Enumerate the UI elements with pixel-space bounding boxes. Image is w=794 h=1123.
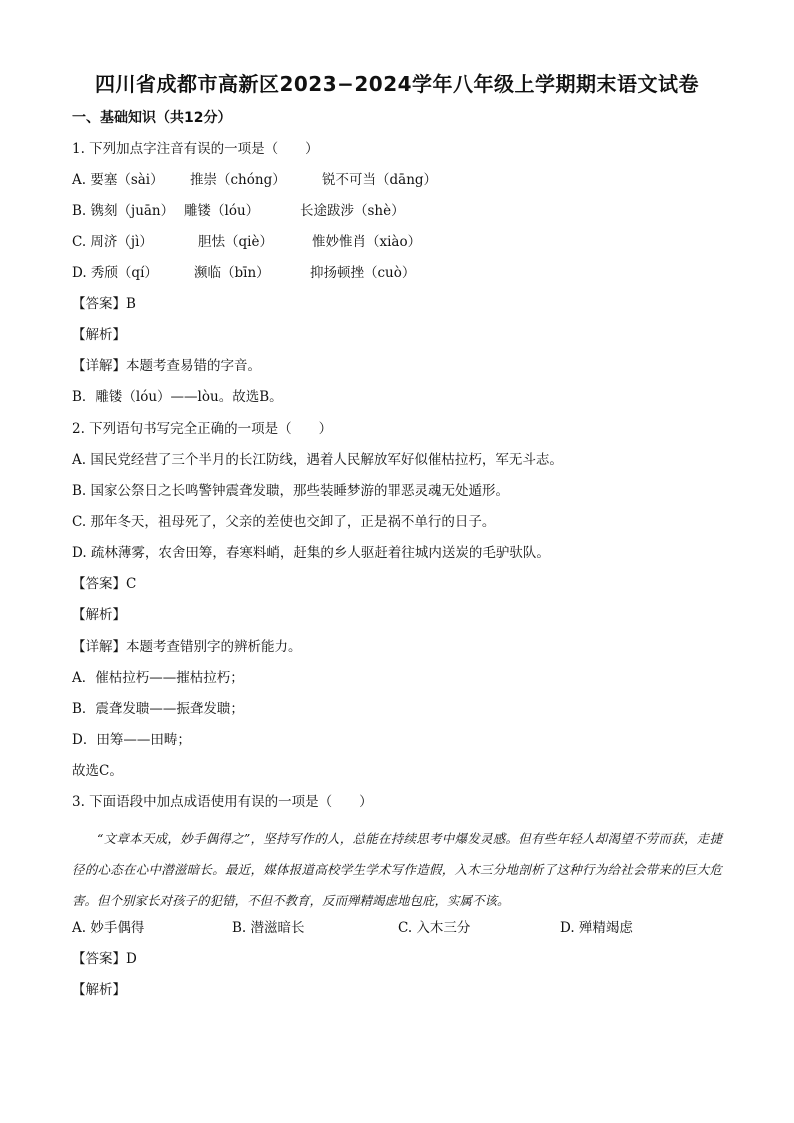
q1-detail: 【详解】本题考查易错的字音。 [72, 358, 261, 374]
q1-d-2: 濒临（bīn） [194, 265, 270, 281]
q1-option-a [72, 170, 722, 190]
q1-d-1: D. 秀颀（qí） [72, 265, 158, 281]
q1-a-2: 推崇（chóng） [190, 172, 286, 188]
q2-detail: 【详解】本题考查错别字的辨析能力。 [72, 639, 302, 655]
q1-b-2: 雕镂（lóu） [184, 203, 260, 219]
section-heading: 一、基础知识（共12分） [72, 110, 232, 126]
q1-c-1: C. 周济（jì） [72, 234, 153, 250]
q3-answer: 【答案】D [72, 951, 137, 967]
q1-option-b [72, 201, 722, 221]
q1-b-3: 长途跋涉（shè） [300, 203, 405, 219]
q1-c-3: 惟妙惟肖（xiào） [312, 234, 422, 250]
q3-passage: “文章本天成，妙手偶得之”，坚持写作的人，总能在持续思考中爆发灵感。但有些年轻人却渴望不劳而获，走捷径的心态在心中潜滋暗长。最近，媒体报道高校学生学术写作造假，入木三分地剖析了这种行为给社会带来的巨大危害。但个别家长对孩子的犯错，不但不教育，反而殚精竭虑地包庇，实属不该。 [72, 831, 722, 908]
q2-explain-d: D．田筹——田畴； [72, 732, 191, 748]
q3-option-b: B. 潜滋暗长 [232, 920, 305, 936]
q1-answer: 【答案】B [72, 296, 136, 312]
q1-d-3: 抑扬顿挫（cuò） [310, 265, 416, 281]
q1-c-2: 胆怯（qiè） [198, 234, 273, 250]
q3-stem: 3. 下面语段中加点成语使用有误的一项是（ ） [72, 794, 373, 810]
q2-explain-a: A．催枯拉朽——摧枯拉朽； [72, 670, 244, 686]
q2-option-c: C. 那年冬天，祖母死了，父亲的差使也交卸了，正是祸不单行的日子。 [72, 514, 496, 530]
q2-conclusion: 故选C。 [72, 763, 123, 779]
q2-explain-b: B．震聋发聩——振聋发聩； [72, 701, 244, 717]
q3-options [72, 918, 722, 938]
q3-option-a: A. 妙手偶得 [72, 920, 145, 936]
q1-explain: B．雕镂（lóu）——lòu。故选B。 [72, 389, 283, 405]
q2-option-b: B. 国家公祭日之长鸣警钟震聋发聩，那些装睡梦游的罪恶灵魂无处遁形。 [72, 483, 510, 499]
q2-option-d: D. 疏林薄雾，农舍田筹，春寒料峭，赶集的乡人驱赶着往城内送炭的毛驴驮队。 [72, 545, 550, 561]
q1-analysis: 【解析】 [72, 327, 126, 343]
q2-analysis: 【解析】 [72, 607, 126, 623]
q1-a-3: 锐不可当（dāng） [322, 172, 438, 188]
page-title: 四川省成都市高新区2023−2024学年八年级上学期期末语文试卷 [94, 72, 700, 96]
q3-option-c: C. 入木三分 [398, 920, 471, 936]
q1-option-c [72, 232, 722, 252]
q3-option-d: D. 殚精竭虑 [560, 920, 633, 936]
q1-stem: 1. 下列加点字注音有误的一项是（ ） [72, 141, 319, 157]
q2-answer: 【答案】C [72, 576, 137, 592]
q1-option-d [72, 263, 722, 283]
q2-option-a: A. 国民党经营了三个半月的长江防线，遇着人民解放军好似催枯拉朽，军无斗志。 [72, 452, 563, 468]
q2-stem: 2. 下列语句书写完全正确的一项是（ ） [72, 421, 333, 437]
q1-a-1: A. 要塞（sài） [72, 172, 164, 188]
q3-analysis: 【解析】 [72, 982, 126, 998]
q1-b-1: B. 镌刻（juān） [72, 203, 175, 219]
